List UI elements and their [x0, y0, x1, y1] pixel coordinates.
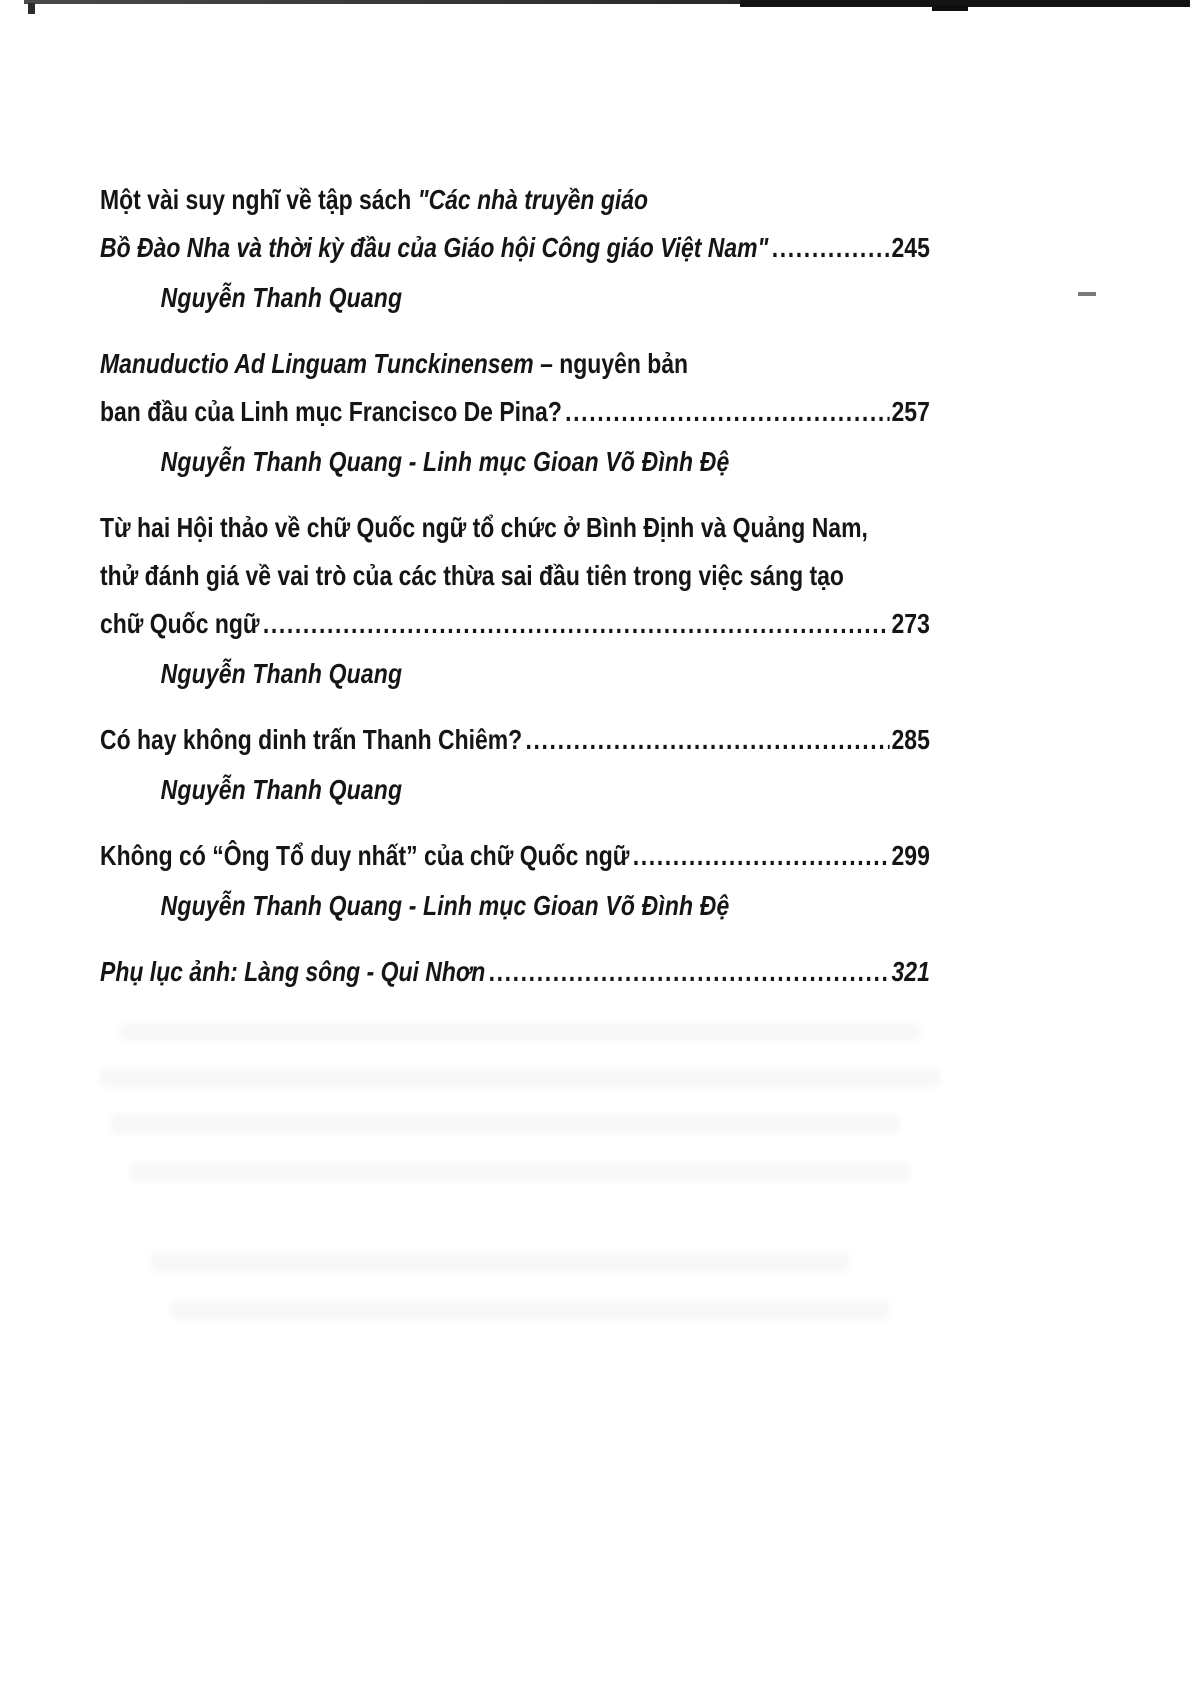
page-number: 299	[891, 840, 930, 871]
title-segment: chữ Quốc ngữ	[100, 608, 260, 639]
title-segment: Có hay không dinh trấn Thanh Chiêm?	[100, 724, 523, 755]
toc-entry	[100, 340, 930, 486]
page-number: 321	[891, 956, 930, 987]
toc-entry	[100, 716, 930, 814]
scan-right-margin-dash	[1078, 292, 1096, 296]
dot-leader	[489, 948, 890, 996]
toc-entry	[100, 504, 930, 698]
scan-bleed-artifact	[150, 1252, 850, 1272]
title-segment: Một vài suy nghĩ về tập sách	[100, 184, 418, 215]
toc-entry	[100, 948, 930, 996]
title-segment: Từ hai Hội thảo về chữ Quốc ngữ tổ chức ở Bình Định và Quảng Nam,	[100, 512, 868, 543]
scan-bleed-artifact	[110, 1114, 900, 1134]
toc-title-text	[100, 224, 768, 272]
scan-bleed-artifact	[170, 1300, 890, 1320]
title-segment: – nguyên bản	[540, 348, 689, 379]
toc-title-text	[100, 388, 562, 436]
title-segment-italic: Manuductio Ad Linguam Tunckinensem	[100, 348, 541, 379]
toc-entry	[100, 832, 930, 930]
title-segment: Không có “Ông Tổ duy nhất” của chữ Quốc ngữ	[100, 840, 630, 871]
toc-title-line	[100, 388, 930, 436]
toc-title-text	[100, 340, 688, 388]
toc-title-text	[100, 948, 485, 996]
scan-bleed-artifact	[120, 1022, 920, 1042]
toc-title-text	[100, 176, 648, 224]
scan-top-right-dash	[932, 5, 968, 11]
title-segment: ban đầu của Linh mục Francisco De Pina?	[100, 396, 562, 427]
toc-title-text	[100, 600, 260, 648]
dot-leader	[772, 224, 890, 272]
title-segment-italic: "Các nhà truyền giáo	[417, 184, 649, 215]
toc-title-line	[100, 600, 930, 648]
toc-title-text	[100, 504, 868, 552]
scan-corner-nick	[28, 3, 35, 14]
toc-author: Nguyễn Thanh Quang	[160, 658, 403, 689]
toc-title-line	[100, 176, 930, 224]
page-number: 245	[891, 232, 930, 263]
toc-title-line	[100, 552, 930, 600]
toc-author: Nguyễn Thanh Quang	[160, 282, 403, 313]
toc-author: Nguyễn Thanh Quang - Linh mục Gioan Võ Đình Đệ	[160, 890, 730, 921]
title-segment: thử đánh giá về vai trò của các thừa sai đầu tiên trong việc sáng tạo	[100, 560, 844, 591]
toc-title-line	[100, 948, 930, 996]
dot-leader	[633, 832, 890, 880]
page-number: 257	[891, 396, 930, 427]
toc-title-text	[100, 832, 629, 880]
toc-title-line	[100, 504, 930, 552]
title-segment-italic: Phụ lục ảnh: Làng sông - Qui Nhơn	[100, 956, 486, 987]
toc-title-text	[100, 552, 844, 600]
page-number: 285	[891, 724, 930, 755]
toc-title-line	[100, 224, 930, 272]
scan-bleed-artifact	[100, 1068, 940, 1088]
toc-author: Nguyễn Thanh Quang - Linh mục Gioan Võ Đình Đệ	[160, 446, 730, 477]
dot-leader	[525, 716, 889, 764]
table-of-contents	[100, 176, 930, 1014]
dot-leader	[565, 388, 890, 436]
dot-leader	[263, 600, 890, 648]
scan-bleed-artifact	[130, 1162, 910, 1182]
toc-author: Nguyễn Thanh Quang	[160, 774, 403, 805]
toc-entry	[100, 176, 930, 322]
toc-title-text	[100, 716, 522, 764]
toc-title-line	[100, 832, 930, 880]
title-segment-italic: Bồ Đào Nha và thời kỳ đầu của Giáo hội Công giáo Việt Nam"	[100, 232, 769, 263]
page-number: 273	[891, 608, 930, 639]
toc-title-line	[100, 716, 930, 764]
toc-title-line	[100, 340, 930, 388]
